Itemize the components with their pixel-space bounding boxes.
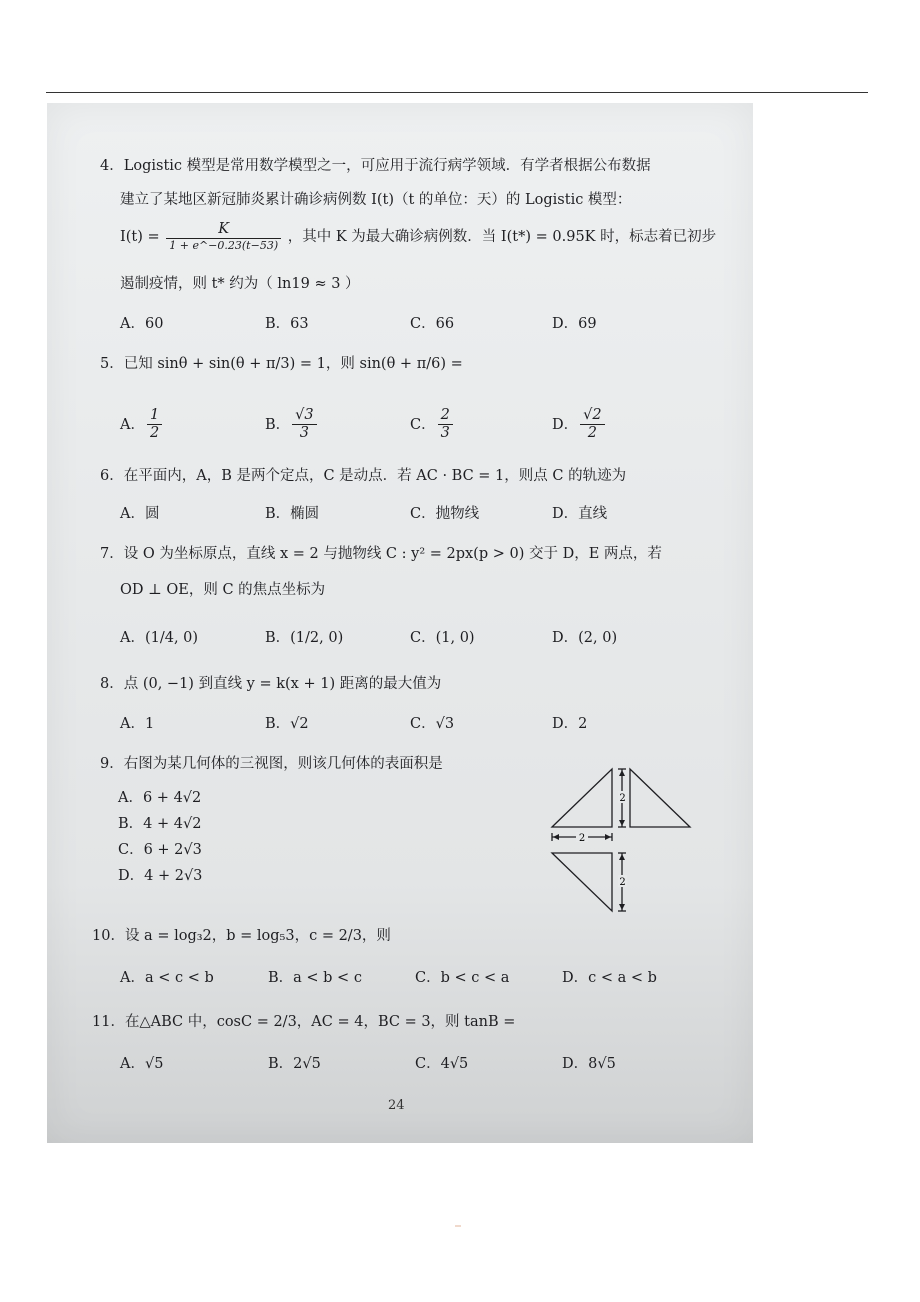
q10-option-d: D．c < a < b: [562, 970, 657, 986]
three-view-drawing: [548, 765, 698, 925]
q7-options: [120, 626, 760, 646]
q7-option-a: A．(1/4, 0): [120, 630, 199, 646]
q4-formula-lhs: I(t) =: [120, 229, 160, 246]
q8-stem: 8．点 (0, −1) 到直线 y = k(x + 1) 距离的最大值为: [100, 676, 442, 692]
q10-option-b: B．a < b < c: [268, 970, 362, 986]
q7-option-c: C．(1, 0): [410, 630, 475, 646]
q9-option-a: A．6 + 4√2: [118, 790, 202, 806]
q4-option-c: C．66: [410, 316, 455, 332]
q9-options: [118, 786, 202, 890]
page-number: 24: [388, 1098, 405, 1113]
q6-stem: 6．在平面内，A，B 是两个定点，C 是动点．若 AC · BC = 1，则点 C 的轨迹为: [100, 468, 627, 484]
q9-stem: 9．右图为某几何体的三视图，则该几何体的表面积是: [100, 756, 443, 772]
q11-option-d: D．8√5: [562, 1056, 616, 1072]
q5-stem: 5．已知 sinθ + sin(θ + π/3) = 1，则 sin(θ + π/6) =: [100, 356, 463, 372]
q10-option-a: A．a < c < b: [120, 970, 214, 986]
front-width-label: 2: [578, 833, 586, 844]
q4-line4: 遏制疫情，则 t* 约为（ ln19 ≈ 3 ）: [120, 276, 360, 292]
q9-option-d: D．4 + 2√3: [118, 868, 203, 884]
q5-option-a: [120, 408, 164, 442]
q11-stem: 11．在△ABC 中，cosC = 2/3，AC = 4，BC = 3，则 tanB =: [92, 1014, 516, 1030]
front-height-label: 2: [619, 793, 626, 804]
top-view-triangle: [552, 853, 612, 911]
q7-line1: 7．设 O 为坐标原点，直线 x = 2 与抛物线 C : y² = 2px(p > 0) 交于 D，E 两点，若: [100, 546, 662, 562]
top-height-label: 2: [619, 877, 626, 888]
q8-option-c: C．√3: [410, 716, 455, 732]
q8-options: [120, 712, 760, 732]
q7-line2: OD ⊥ OE，则 C 的焦点坐标为: [120, 582, 326, 598]
q5-option-b: [265, 408, 319, 442]
q4-option-d: D．69: [552, 316, 597, 332]
q4-formula-numerator: K: [166, 222, 281, 239]
q10-options: [120, 966, 760, 986]
q6-option-a: A．圆: [120, 506, 160, 522]
q5-option-b-den: 3: [299, 424, 309, 441]
q4-formula-fraction: [166, 222, 281, 252]
q5-option-a-label: A．: [120, 417, 145, 434]
exam-paper-photo: [47, 103, 753, 1143]
q5-option-a-num: 1: [147, 408, 162, 425]
q11-option-b: B．2√5: [268, 1056, 321, 1072]
q5-option-c: [410, 408, 455, 442]
q5-option-d: [552, 408, 607, 442]
q4-line1: 4．Logistic 模型是常用数学模型之一，可应用于流行病学领域．有学者根据公布数据: [100, 158, 651, 174]
q6-option-b: B．椭圆: [265, 506, 320, 522]
q8-option-b: B．√2: [265, 716, 309, 732]
q5-option-c-den: 3: [440, 424, 450, 441]
q10-stem: 10．设 a = log₃2，b = log₅3，c = 2/3，则: [92, 928, 391, 944]
scan-speck: [455, 1225, 461, 1227]
header-rule: [46, 92, 868, 93]
q4-formula-rest: ，其中 K 为最大确诊病例数．当 I(t*) = 0.95K 时，标志着已初步: [287, 229, 717, 246]
q6-option-c: C．抛物线: [410, 506, 480, 522]
q4-line2: 建立了某地区新冠肺炎累计确诊病例数 I(t)（t 的单位：天）的 Logistic 模型：: [120, 192, 632, 208]
q7-option-b: B．(1/2, 0): [265, 630, 344, 646]
q5-option-b-label: B．: [265, 417, 291, 434]
q5-option-c-label: C．: [410, 417, 436, 434]
q4-formula: [120, 222, 716, 252]
q5-option-b-num: √3: [292, 408, 316, 425]
q4-formula-denominator: 1 + e^−0.23(t−53): [169, 238, 279, 252]
q4-option-b: B．63: [265, 316, 309, 332]
q9-option-b: B．4 + 4√2: [118, 816, 202, 832]
q11-options: [120, 1052, 760, 1072]
q6-options: [120, 502, 760, 522]
q5-option-d-den: 2: [587, 424, 597, 441]
q8-option-d: D．2: [552, 716, 588, 732]
q11-option-c: C．4√5: [415, 1056, 469, 1072]
q6-option-d: D．直线: [552, 506, 608, 522]
q8-option-a: A．1: [120, 716, 155, 732]
q4-options: [120, 312, 760, 332]
q5-option-d-num: √2: [580, 408, 604, 425]
q7-option-d: D．(2, 0): [552, 630, 618, 646]
q11-option-a: A．√5: [120, 1056, 164, 1072]
side-view-triangle: [630, 769, 690, 827]
q5-options: [120, 408, 760, 448]
q4-option-a: A．60: [120, 316, 164, 332]
q10-option-c: C．b < c < a: [415, 970, 510, 986]
front-view-triangle: [552, 769, 612, 827]
q5-option-c-num: 2: [438, 408, 453, 425]
q5-option-d-label: D．: [552, 417, 579, 434]
q9-option-c: C．6 + 2√3: [118, 842, 202, 858]
q5-option-a-den: 2: [149, 424, 160, 441]
